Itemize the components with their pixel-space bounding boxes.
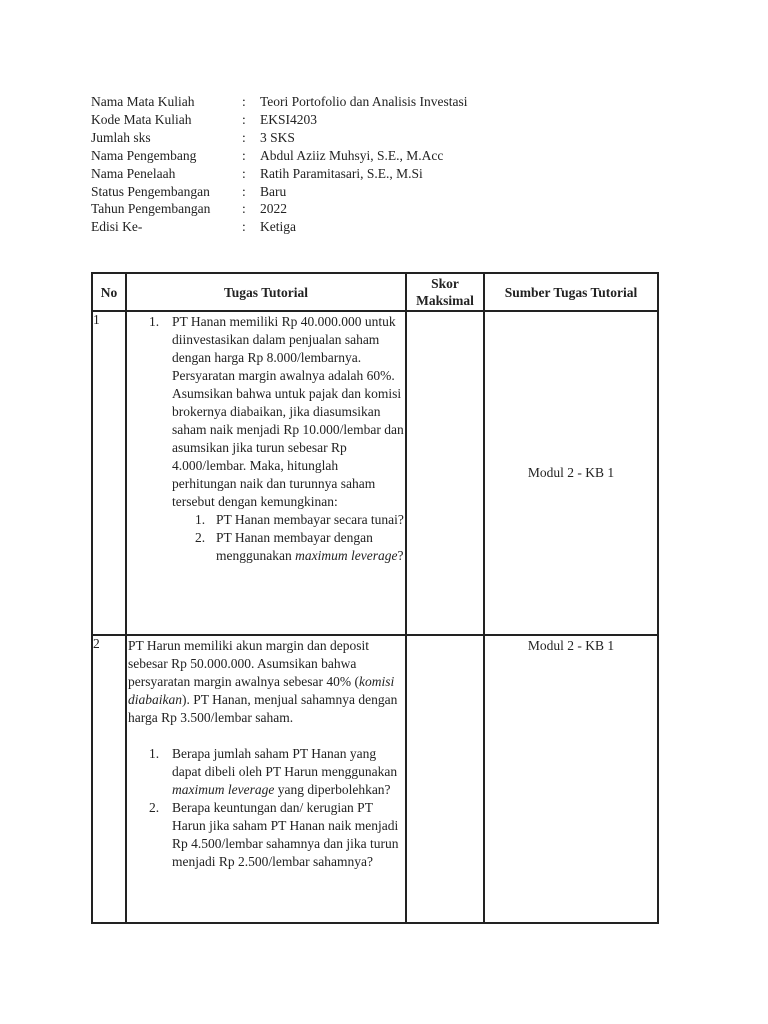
meta-row-course-code [91, 111, 468, 129]
meta-label: Nama Pengembang [91, 147, 197, 163]
task-item-text: Berapa jumlah saham PT Hanan yang dapat dibeli oleh PT Harun menggunakan [172, 746, 398, 779]
table-row [92, 311, 658, 635]
row-number: 1 [92, 311, 126, 635]
header-task: Tugas Tutorial [126, 273, 406, 311]
task-item [127, 313, 405, 511]
task-item-emphasis: maximum leverage [172, 782, 275, 797]
meta-separator: : [242, 129, 246, 145]
meta-label: Jumlah sks [91, 129, 151, 145]
task-paragraph-text-end: ). PT Hanan, menjual sahamnya dengan harga Rp 3.500/lembar saham. [128, 692, 398, 725]
meta-value: Teori Portofolio dan Analisis Investasi [260, 94, 468, 109]
task-item-text-end: yang diperbolehkan? [274, 782, 391, 797]
list-number: 1. [195, 512, 206, 527]
meta-separator: : [242, 219, 246, 235]
task-paragraph-text: PT Harun memiliki akun margin dan deposit sebesar Rp 50.000.000. Asumsikan bahwa persyaratan margin awalnya sebesar 40% ( [128, 638, 369, 689]
task-item [127, 745, 405, 799]
list-number: 1. [149, 314, 160, 329]
meta-row-reviewer [91, 165, 468, 183]
meta-separator: : [242, 183, 246, 199]
header-max-score-line2: Maksimal [416, 293, 474, 308]
header-max-score [406, 273, 484, 311]
header-no: No [92, 273, 126, 311]
meta-row-credits [91, 129, 468, 147]
meta-separator: : [242, 147, 246, 163]
task-item-text: PT Hanan memiliki Rp 40.000.000 untuk diinvestasikan dalam penjualan saham dengan harga Rp 8.000/lembarnya. Persyaratan margin awalnya adalah 60%. Asumsikan bahwa untuk pajak dan komisi brokernya diabaikan, jika diasumsikan saham naik menjadi Rp 10.000/lembar dan asumsikan jika turun sebesar Rp 4.000/lembar. Maka, hitunglah perhitungan naik dan turunnya saham tersebut dengan kemungkinan: [172, 314, 404, 509]
meta-label: Tahun Pengembangan [91, 201, 211, 217]
list-number: 1. [149, 746, 160, 761]
meta-row-developer [91, 147, 468, 165]
meta-value: Ratih Paramitasari, S.E., M.Si [260, 165, 423, 181]
task-subitem-text: PT Hanan membayar secara tunai? [216, 512, 404, 527]
meta-value: Abdul Aziiz Muhsyi, S.E., M.Acc [260, 147, 444, 163]
meta-separator: : [242, 165, 246, 181]
task-subitem [127, 529, 405, 565]
meta-value: 2022 [260, 201, 287, 217]
meta-label: Nama Penelaah [91, 165, 176, 181]
max-score-cell [406, 311, 484, 635]
source-text: Modul 2 - KB 1 [527, 638, 615, 653]
task-subitem-text-end: ? [397, 548, 404, 563]
meta-row-edition [91, 218, 468, 236]
meta-separator: : [242, 111, 246, 127]
meta-separator: : [242, 201, 246, 217]
task-subitem [127, 511, 405, 529]
meta-value: Baru [260, 183, 287, 199]
source-cell [484, 635, 658, 923]
meta-label: Edisi Ke- [91, 219, 143, 235]
list-number: 2. [195, 530, 206, 545]
meta-separator: : [242, 94, 246, 109]
max-score-cell [406, 635, 484, 923]
table-row [92, 635, 658, 923]
course-metadata [91, 93, 468, 236]
meta-value: 3 SKS [260, 129, 295, 145]
task-subitem-emphasis: maximum leverage [295, 548, 398, 563]
meta-label: Status Pengembangan [91, 183, 210, 199]
header-source: Sumber Tugas Tutorial [484, 273, 658, 311]
task-paragraph [127, 636, 405, 727]
meta-label: Kode Mata Kuliah [91, 111, 192, 127]
source-cell: Modul 2 - KB 1 [484, 311, 658, 635]
task-cell [126, 311, 406, 635]
task-cell [126, 635, 406, 923]
meta-value: EKSI4203 [260, 111, 317, 127]
task-item [127, 799, 405, 871]
header-max-score-line1: Skor [431, 276, 459, 291]
row-number: 2 [92, 635, 126, 923]
meta-value: Ketiga [260, 219, 296, 235]
table-header-row [92, 273, 658, 311]
meta-row-course-name [91, 93, 468, 111]
list-number: 2. [149, 800, 160, 815]
task-subitem-text: PT Hanan membayar dengan menggunakan [216, 530, 373, 563]
task-paragraph-emphasis: komisi diabaikan [128, 674, 395, 707]
meta-label: Nama Mata Kuliah [91, 94, 195, 109]
tutorial-task-table [91, 272, 659, 924]
meta-row-status [91, 183, 468, 201]
task-item-text: Berapa keuntungan dan/ kerugian PT Harun jika saham PT Hanan naik menjadi Rp 4.500/lembar sahamnya dan jika turun menjadi Rp 2.500/lembar sahamnya? [172, 800, 399, 869]
meta-row-year [91, 200, 468, 218]
